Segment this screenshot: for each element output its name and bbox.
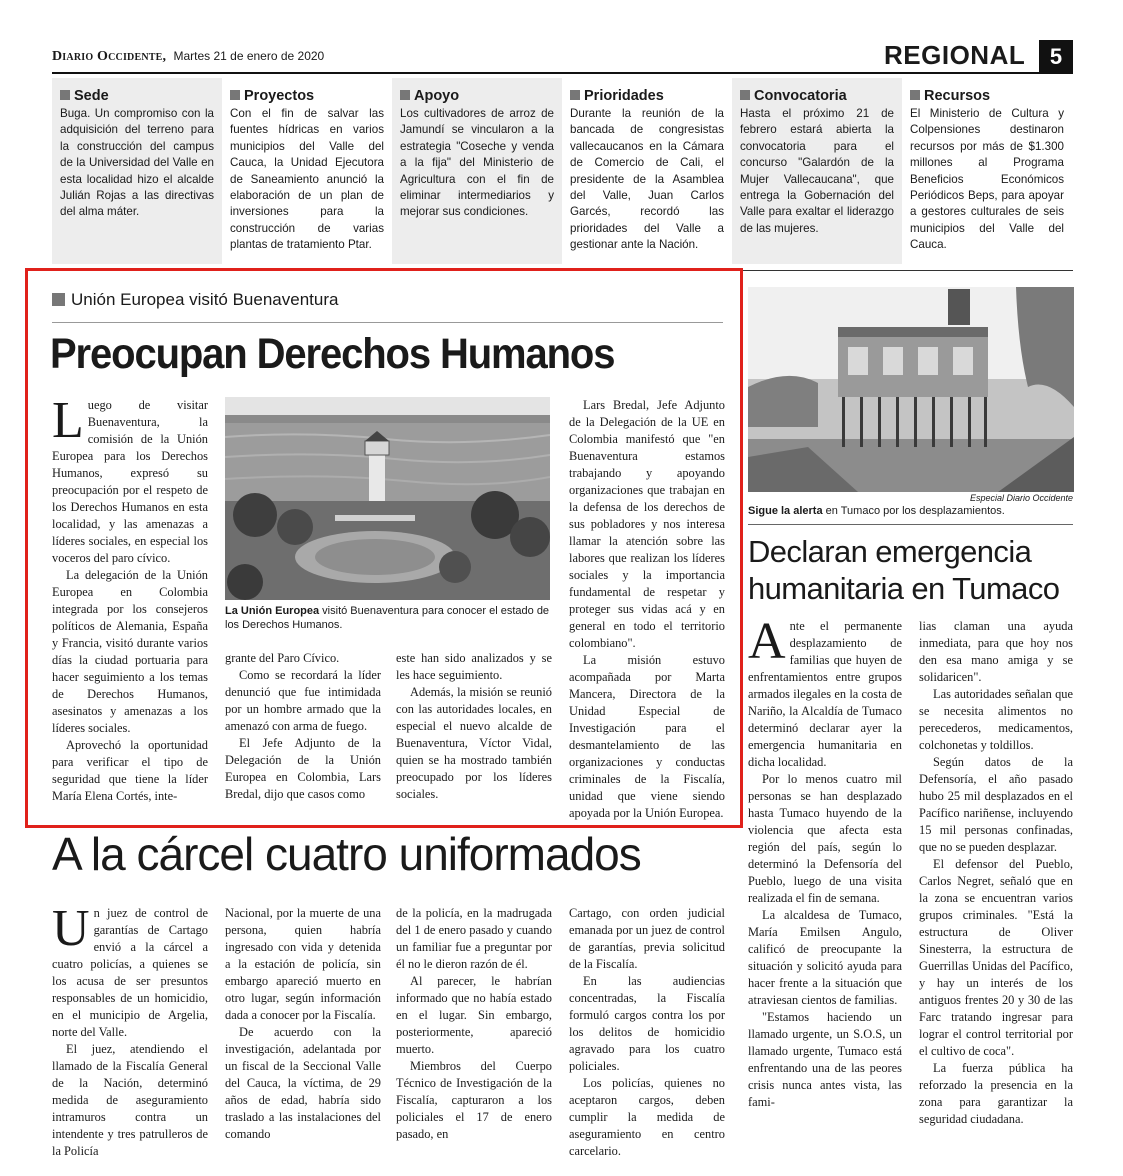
square-bullet-icon bbox=[60, 90, 70, 100]
bottom-column-4 bbox=[569, 905, 725, 1160]
brief-title: Sede bbox=[60, 88, 214, 104]
square-bullet-icon bbox=[740, 90, 750, 100]
paragraph: grante del Paro Cívico. bbox=[225, 651, 340, 665]
brief-sede bbox=[52, 78, 222, 264]
paragraph: Según datos de la Defensoría, el año pasado hubo 25 mil desplazados en el Pacífico nariñense, incluyendo 15 mil personas confinadas, que no se pueden desplazar. bbox=[919, 755, 1073, 854]
brief-text: Durante la reunión de la bancada de congresistas vallecaucanos en la Cámara de Comercio de Cali, el presidente de la Asamblea del Valle, Juan Carlos Garcés, recordó las prioridades del Valle a gestionar ante la Nación. bbox=[570, 107, 724, 252]
brief-proyectos bbox=[222, 78, 392, 264]
paragraph: El juez, atendiendo el llamado de la Fiscalía General de la Nación, determinó medida de aseguramiento intramuros contra un intendente y tres patrulleros de la Policía bbox=[52, 1042, 208, 1158]
right-rule bbox=[748, 524, 1073, 525]
brief-title: Recursos bbox=[910, 88, 1064, 104]
paragraph: La fuerza pública ha reforzado la presencia en la zona para garantizar la seguridad ciudadana. bbox=[919, 1061, 1073, 1126]
main-photo-caption: La Unión Europea visitó Buenaventura para conocer el estado de los Derechos Humanos. bbox=[225, 605, 550, 631]
drop-cap: U bbox=[52, 900, 90, 957]
brief-recursos bbox=[902, 78, 1072, 264]
square-bullet-icon bbox=[570, 90, 580, 100]
paragraph: La misión estuvo acompañada por Marta Mancera, Directora de la Unidad Especial de Investigación para el desmantelamiento de las organizaciones y conductas criminales de la Fiscalía, unidad que viene siendo apoyada por la Unión Europea. bbox=[569, 653, 725, 820]
main-headline: Preocupan Derechos Humanos bbox=[50, 330, 615, 378]
paragraph: Por lo menos cuatro mil personas se han desplazado hasta Tumaco huyendo de la violencia que afecta esta región del país, según lo determinó la Defensoría del Pueblo, luego de una visita realizada el fin de semana. bbox=[748, 772, 902, 905]
paragraph: Un juez de control de garantías de Cartago envió a la cárcel a cuatro policías, a quienes se los acusa de ser presuntos responsables de un homicidio, en el municipio de Argelia, norte del Valle. bbox=[52, 900, 208, 1039]
paragraph: Ante el permanente desplazamiento de familias que huyen de enfrentamientos entre grupos armados ilegales en la costa de Nariño, la Alcaldía de Tumaco determinó declarar ayer la emergencia humanitaria en dicha localidad. bbox=[748, 613, 902, 769]
paragraph: de la policía, en la madrugada del 1 de enero pasado y cuando un familiar fue a preguntar por él no le dieron razón de él. bbox=[396, 906, 552, 971]
right-headline: Declaran emergencia humanitaria en Tumaco bbox=[748, 534, 1060, 606]
paragraph: La delegación de la Unión Europea en Colombia integrada por los consejeros políticos de Alemania, España y Francia, visitó durante varios días la ciudad portuaria para hacer seguimiento a los temas de Derechos Humanos, asesinatos y amenazas a los líderes sociales. bbox=[52, 568, 208, 735]
page-number: 5 bbox=[1039, 40, 1073, 74]
brief-title: Convocatoria bbox=[740, 88, 894, 104]
paragraph: Además, la misión se reunió con las autoridades locales, en especial el nuevo alcalde de Buenaventura, Víctor Vidal, quien se ha mostrado también preocupado por los líderes sociales. bbox=[396, 685, 552, 801]
right-column-1 bbox=[748, 613, 902, 1111]
paragraph: Las autoridades señalan que se necesita alimentos no perecederos, medicamentos, colchonetas y toldillos. bbox=[919, 687, 1073, 752]
bottom-column-3 bbox=[396, 905, 552, 1143]
brief-title: Apoyo bbox=[400, 88, 554, 104]
paragraph: lias claman una ayuda inmediata, para que hoy nos den esa mano amiga y se solidaricen". bbox=[919, 619, 1073, 684]
tumaco-photo bbox=[748, 287, 1074, 492]
article-kicker: Unión Europea visitó Buenaventura bbox=[52, 290, 338, 310]
bottom-column-1 bbox=[52, 900, 208, 1160]
main-column-2 bbox=[225, 650, 381, 803]
square-bullet-icon bbox=[400, 90, 410, 100]
brief-text: El Ministerio de Cultura y Colpensiones destinaron recursos por más de $1.300 millones al Programa Beneficios Económicos Periódicos Beps, para apoyar a gestores culturales de seis municipios del Valle del Cauca. bbox=[910, 107, 1064, 252]
paragraph: Luego de visitar Buenaventura, la comisión de la Unión Europea para los Derechos Humanos, expresó su preocupación por el respeto de los Derechos Humanos en esta localidad, y las amenazas a líderes sociales, en especial los voceros del paro cívico. bbox=[52, 392, 208, 565]
square-bullet-icon bbox=[230, 90, 240, 100]
section-title: REGIONAL bbox=[884, 40, 1026, 70]
main-column-4 bbox=[569, 397, 725, 822]
paragraph: Miembros del Cuerpo Técnico de Investigación de la Fiscalía, capturaron a los policiales el 17 de enero pasado, en bbox=[396, 1059, 552, 1141]
brief-text: Los cultivadores de arroz de Jamundí se vincularon a la estrategia "Coseche y venda a la fija" del Ministerio de Agricultura con el fin de eliminar intermediarios y mejorar sus condiciones. bbox=[400, 107, 554, 219]
brief-title: Prioridades bbox=[570, 88, 724, 104]
paragraph: Nacional, por la muerte de una persona, quien habría ingresado con vida y detenida a la estación de policía, sin embargo apareció muerto en otro lugar, según información dada a conocer por la Fiscalía. bbox=[225, 906, 381, 1022]
brief-apoyo bbox=[392, 78, 562, 264]
main-column-1 bbox=[52, 392, 208, 805]
paragraph: Aprovechó la oportunidad para verificar el tipo de seguridad que tiene la líder María Elena Cortés, inte- bbox=[52, 738, 208, 803]
newspaper-name: Diario Occidente, bbox=[52, 49, 167, 64]
brief-title: Proyectos bbox=[230, 88, 384, 104]
paragraph: De acuerdo con la investigación, adelantada por un fiscal de la Seccional Valle del Cauca, la víctima, de 29 años de edad, habría sido traslado a las instalaciones del comando bbox=[225, 1025, 381, 1141]
masthead bbox=[52, 48, 324, 65]
brief-text: Con el fin de salvar las fuentes hídricas en varios municipios del Valle del Cauca, la Unidad Ejecutora de Saneamiento anunció la elaboración de un plan de inversiones para la construcción de varias plantas de tratamiento Ptar. bbox=[230, 107, 384, 252]
paragraph: Al parecer, le habrían informado que no había estado en el lugar. Sin embargo, posteriormente, apareció muerto. bbox=[396, 974, 552, 1056]
paragraph: La alcaldesa de Tumaco, María Emilsen Angulo, calificó de preocupante la situación y solicitó ayuda para hacer frente a la situación que atraviesan cientos de familias. bbox=[748, 908, 902, 1007]
brief-prioridades bbox=[562, 78, 732, 264]
paragraph: Cartago, con orden judicial emanada por un juez de control de garantías, previa solicitud de la Fiscalía. bbox=[569, 906, 725, 971]
photo-credit: Especial Diario Occidente bbox=[969, 493, 1073, 503]
stilt-house-photo-illustration bbox=[748, 287, 1074, 492]
paragraph: este han sido analizados y se les hace seguimiento. bbox=[396, 651, 552, 682]
brief-text: Buga. Un compromiso con la adquisición del terreno para la construcción del campus de la Universidad del Valle en esta localidad hizo el alcalde Julián Rojas a las directivas del alma máter. bbox=[60, 107, 214, 219]
bottom-headline: A la cárcel cuatro uniformados bbox=[52, 828, 641, 880]
header-rule bbox=[52, 72, 1073, 74]
drop-cap: A bbox=[748, 613, 786, 670]
brief-text: Hasta el próximo 21 de febrero estará abierta la convocatoria para el concurso "Galardón de la Mujer Vallecaucana", que entrega la Gobernación del Valle para exaltar el liderazgo de las mujeres. bbox=[740, 107, 894, 235]
bottom-column-2 bbox=[225, 905, 381, 1143]
paragraph: Lars Bredal, Jefe Adjunto de la Delegación de la UE en Colombia manifestó que "en Buenaventura estamos trabajando y apoyando organizaciones que trabajan en la defensa de los derechos de sus pobladores y nos interesa llamar la atención sobre las labores que realizan los líderes sociales y la importancia fundamental de respetar y proteger sus vidas acá y en general en todo el territorio colombiano". bbox=[569, 398, 725, 650]
lighthouse-photo-illustration bbox=[225, 397, 550, 600]
right-column-2 bbox=[919, 618, 1073, 1128]
paragraph: El defensor del Pueblo, Carlos Negret, señaló que en la zona se encuentran varios grupos criminales. "Está la estructura de Oliver Sinesterra, la estructura de Guerrillas Unidas del Pacífico, y hay un interés de los antiguos frentes 20 y 30 de las Farc tratando ingresar para lograr el control territorial por el cultivo de coca". bbox=[919, 857, 1073, 1058]
kicker-rule bbox=[52, 322, 723, 323]
drop-cap: L bbox=[52, 392, 84, 449]
brief-convocatoria bbox=[732, 78, 902, 264]
issue-date: Martes 21 de enero de 2020 bbox=[173, 49, 325, 63]
buenaventura-photo bbox=[225, 397, 550, 600]
paragraph: Los policías, quienes no aceptaron cargos, deben cumplir la medida de aseguramiento en centro carcelario. bbox=[569, 1076, 725, 1158]
square-bullet-icon bbox=[52, 293, 65, 306]
main-column-3 bbox=[396, 650, 552, 803]
paragraph: "Estamos haciendo un llamado urgente, un S.O.S, un llamado urgente, Tumaco está enfrentando una de las peores crisis nunca antes vista, las fami- bbox=[748, 1010, 902, 1109]
paragraph: Como se recordará la líder denunció que fue intimidada por un hombre armado que la amenazó con arma de fuego. bbox=[225, 668, 381, 733]
right-photo-caption: Sigue la alerta en Tumaco por los desplazamientos. bbox=[748, 505, 1005, 517]
paragraph: En las audiencias concentradas, la Fiscalía formuló cargos contra los por los delitos de homicidio agravado para los cuatro policiales. bbox=[569, 974, 725, 1073]
paragraph: El Jefe Adjunto de la Delegación de la Unión Europea en Colombia, Lars Bredal, dijo que casos como bbox=[225, 736, 381, 801]
square-bullet-icon bbox=[910, 90, 920, 100]
